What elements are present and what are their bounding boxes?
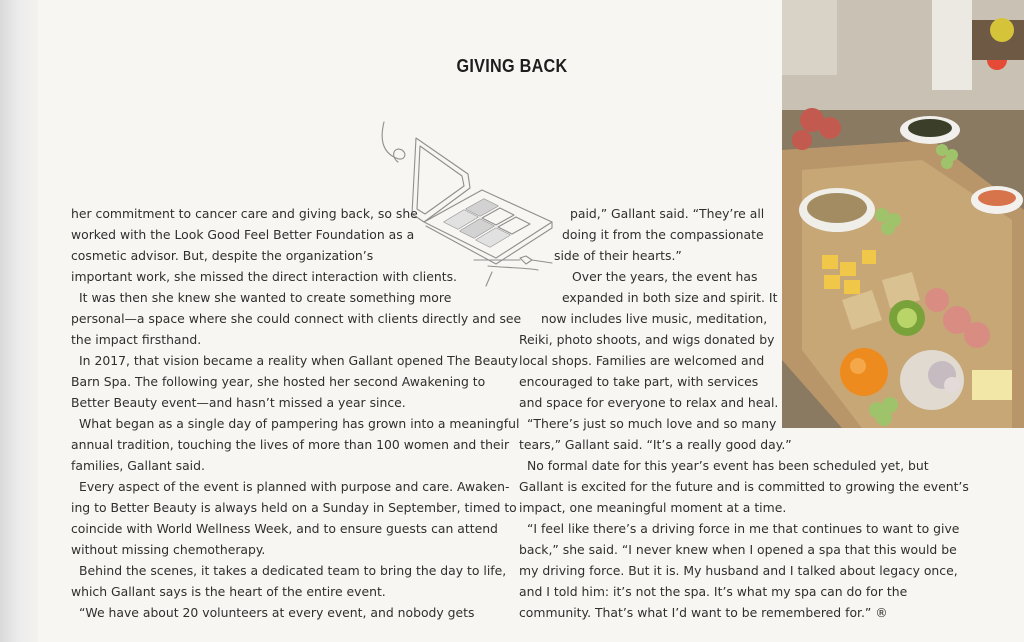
left-column-line: Every aspect of the event is planned with purpose and care. Awaken-: [79, 479, 510, 494]
book-gutter: [0, 0, 38, 642]
right-column-line: paid,” Gallant said. “They’re all: [570, 206, 765, 221]
charcuterie-board-photo: [782, 0, 1024, 428]
right-column-line: doing it from the compassionate: [562, 227, 764, 242]
right-column-line: community. That’s what I’d want to be remembered for.” ®: [519, 605, 888, 620]
right-column-line: impact, one meaningful moment at a time.: [519, 500, 787, 515]
right-column-line: “I feel like there’s a driving force in me that continues to want to give: [527, 521, 960, 536]
right-column-line: expanded in both size and spirit. It: [562, 290, 778, 305]
left-column-line: without missing chemotherapy.: [71, 542, 266, 557]
left-column-line: “We have about 20 volunteers at every event, and nobody gets: [79, 605, 475, 620]
left-column-line: What began as a single day of pampering has grown into a meaningful: [79, 416, 520, 431]
right-column-line: and I told him: it’s not the spa. It’s what my spa can do for the: [519, 584, 908, 599]
left-column-line: coincide with World Wellness Week, and to ensure guests can attend: [71, 521, 498, 536]
right-column-line: local shops. Families are welcomed and: [519, 353, 765, 368]
left-column-line: which Gallant says is the heart of the entire event.: [71, 584, 386, 599]
right-column-line: tears,” Gallant said. “It’s a really good day.”: [519, 437, 792, 452]
left-column-line: the impact firsthand.: [71, 332, 202, 347]
right-column-line: now includes live music, meditation,: [541, 311, 768, 326]
right-column-line: “There’s just so much love and so many: [527, 416, 777, 431]
left-column-line: personal—a space where she could connect with clients directly and see: [71, 311, 522, 326]
left-column-line: In 2017, that vision became a reality when Gallant opened The Beauty: [79, 353, 518, 368]
right-column-line: Reiki, photo shoots, and wigs donated by: [519, 332, 775, 347]
left-column-line: Behind the scenes, it takes a dedicated team to bring the day to life,: [79, 563, 507, 578]
right-column-line: Gallant is excited for the future and is committed to growing the event’s: [519, 479, 969, 494]
right-column-line: No formal date for this year’s event has been scheduled yet, but: [527, 458, 929, 473]
right-column-line: encouraged to take part, with services: [519, 374, 759, 389]
left-column-line: cosmetic advisor. But, despite the organization’s: [71, 248, 374, 263]
left-column-line: Better Beauty event—and hasn’t missed a year since.: [71, 395, 406, 410]
left-column-line: her commitment to cancer care and giving back, so she: [71, 206, 418, 221]
left-column-line: families, Gallant said.: [71, 458, 205, 473]
left-column-line: Barn Spa. The following year, she hosted her second Awakening to: [71, 374, 486, 389]
left-column-line: It was then she knew she wanted to create something more: [79, 290, 452, 305]
page-headline: GIVING BACK: [456, 56, 568, 76]
left-column-line: important work, she missed the direct interaction with clients.: [71, 269, 457, 284]
right-column-line: side of their hearts.”: [554, 248, 682, 263]
right-column-line: and space for everyone to relax and heal.: [519, 395, 779, 410]
right-column-line: back,” she said. “I never knew when I opened a spa that this would be: [519, 542, 957, 557]
left-column-line: worked with the Look Good Feel Better Foundation as a: [71, 227, 415, 242]
right-column-line: Over the years, the event has: [572, 269, 758, 284]
left-column-line: annual tradition, touching the lives of more than 100 women and their: [71, 437, 510, 452]
left-column-line: ing to Better Beauty is always held on a Sunday in September, timed to: [71, 500, 517, 515]
right-column-line: my driving force. But it is. My husband and I talked about legacy once,: [519, 563, 958, 578]
